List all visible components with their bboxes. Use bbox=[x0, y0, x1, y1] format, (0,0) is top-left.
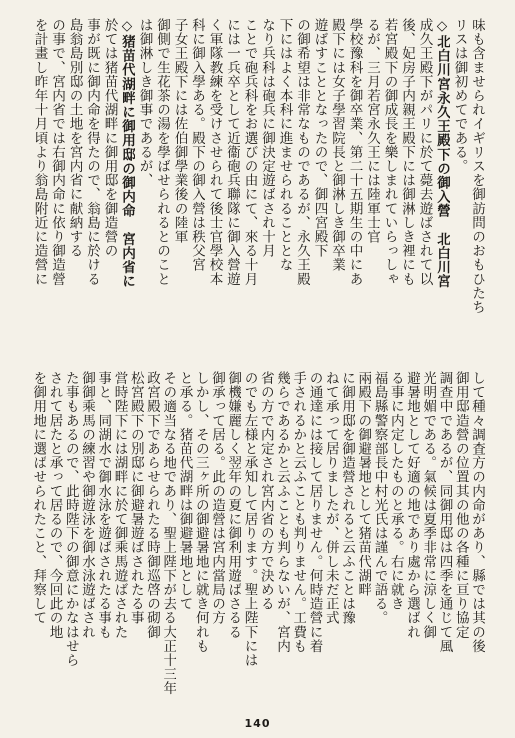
text-column: の通達には接して居りません。何時造營に着 bbox=[306, 371, 323, 653]
text-column: 若宮殿下の御成長を樂しまれていらっしゃ bbox=[381, 18, 398, 286]
text-column: 避暑地として好適の地であり處から選ばれ bbox=[404, 371, 420, 639]
section-heading: ◇猪苗代湖畔に御用邸の御内命 宮内省に bbox=[119, 18, 135, 289]
text-column: 幾らであるかと云ふことも判らないが、宮内 bbox=[274, 371, 290, 653]
text-column: 営時陛下には湖畔に於て御乘馬遊ばされた bbox=[111, 371, 128, 639]
text-column: の事で、宮内省では右御内命に依り御造營 bbox=[49, 18, 65, 286]
text-column: は御淋しき御事であるが、 bbox=[136, 18, 153, 188]
text-column: と承る。猪苗代湖畔は御避暑地として bbox=[176, 371, 193, 611]
text-column: 光明媚である。氣候は夏季非常に涼しく御 bbox=[420, 371, 437, 639]
text-column: 政宮殿下であらせられたる時御巡啓の砌御 bbox=[144, 371, 160, 639]
text-column: 省の方で内定され宮内省の方で決める bbox=[257, 371, 274, 611]
text-column: 御機嫌麗しく翌年の夏に御利用遊ばさるる bbox=[225, 371, 242, 639]
text-column: 松宮殿下の別邸に御避暑遊ばされたる事 bbox=[127, 371, 144, 625]
section-heading: ◇北白川宮永久王殿下の御入營 北白川宮 bbox=[434, 18, 450, 289]
text-column: を御用地に選ばせられたこと、拜察して bbox=[30, 371, 47, 625]
text-column: ことで砲兵科をお選びの由にて、來る十月 bbox=[241, 18, 258, 286]
text-column: に御用邸を御造營されると云ふことは豫 bbox=[339, 371, 355, 625]
upper-text-band bbox=[30, 18, 485, 360]
text-column: 味も含ませられイギリスを御訪問のおもひたち bbox=[469, 18, 485, 315]
lower-text-band bbox=[30, 371, 485, 714]
text-column: のでも左様と承知して居ります。聖上陛下には bbox=[241, 371, 258, 668]
text-column: るが、三月若宮永久王には陸軍士官 bbox=[364, 18, 380, 244]
text-column: 御側で生花茶の湯を學ばせられるとのこと bbox=[154, 18, 170, 286]
text-column: 遊ばすこととなったので、御四宮殿下 bbox=[311, 18, 328, 258]
text-column: 下にはよく本科に進ませられることとな bbox=[276, 18, 293, 272]
text-column: 御承って居る。此の造營は宮内當局の方 bbox=[209, 371, 225, 625]
text-column: 事が既に御内命を得たので、翁島に於ける bbox=[84, 18, 100, 286]
text-column: く軍隊教練を受けさせられて後士官學校本 bbox=[206, 18, 223, 286]
text-column: 調查中であるが、同御用邸は四季を通じて風 bbox=[436, 371, 453, 653]
text-column: の御希望は非常なものであるが、永久王殿 bbox=[294, 18, 310, 286]
text-column: 御御乘馬の練習や御遊泳を御水泳遊ばされ bbox=[79, 371, 95, 639]
text-column: 成久王殿下がパリに於て薨去遊ばされて以 bbox=[416, 18, 433, 286]
page-number: 140 bbox=[244, 717, 271, 730]
text-column: 島翁島別邸の土地を宮内省に献納する bbox=[66, 18, 83, 258]
text-column: ねて承って居りましたが、併し未だ正式 bbox=[322, 371, 339, 625]
text-column: 御用邸造營の位置其の他の各種に亘り協定 bbox=[452, 371, 469, 639]
text-column: 殿下には女子學習院長と御淋しき御卒業 bbox=[329, 18, 345, 272]
text-column: る事に内定したものと承る。右に就き bbox=[387, 371, 404, 611]
text-column: 兩殿下の御避暑地として猪苗代湖畔 bbox=[355, 371, 372, 597]
text-column: して種々調査方の内命があり、縣では其の後 bbox=[469, 371, 485, 653]
text-column: 科に御入學ある。殿下の御入營は秩父宮 bbox=[189, 18, 205, 272]
text-column: た事もあるので、此時陛下の御意にかなはせら bbox=[62, 371, 79, 668]
text-column: 子女王殿下には佐伯御學業後の陸軍 bbox=[171, 18, 188, 244]
text-column: 於ては猪苗代湖畔に御用邸を御造營の bbox=[101, 18, 118, 258]
text-column: 學校豫科を御卒業、第二十五期生の中にあ bbox=[346, 18, 363, 286]
text-column: を計畫し昨年十月頃より翁島附近に造營に bbox=[31, 18, 48, 286]
text-column: その適当なる地であり、聖上陛下が去る大正十三年 bbox=[160, 371, 177, 696]
text-column: されて居たと承って居るので、今回此の地 bbox=[46, 371, 63, 639]
text-column: には一兵卒として近衞砲兵聯隊に御入營遊 bbox=[224, 18, 240, 286]
text-column: なり兵科は砲兵に御決定遊ばされ十月 bbox=[259, 18, 275, 258]
text-column: リスは御初めてである。 bbox=[451, 18, 468, 174]
text-column: 事と、同湖水で御水泳を遊ばされたる事も bbox=[95, 371, 112, 639]
text-column: しかし、その三ヶ所の御避暑地に就き何れも bbox=[192, 371, 209, 653]
text-column: 福島縣警察部長中村光氏は謹んで語る。 bbox=[371, 371, 388, 625]
text-column: 後、妃房子内親王殿下には御淋しき裡にも bbox=[399, 18, 415, 286]
text-column: 手されるかと云ふことも判りません。工費も bbox=[290, 371, 307, 653]
